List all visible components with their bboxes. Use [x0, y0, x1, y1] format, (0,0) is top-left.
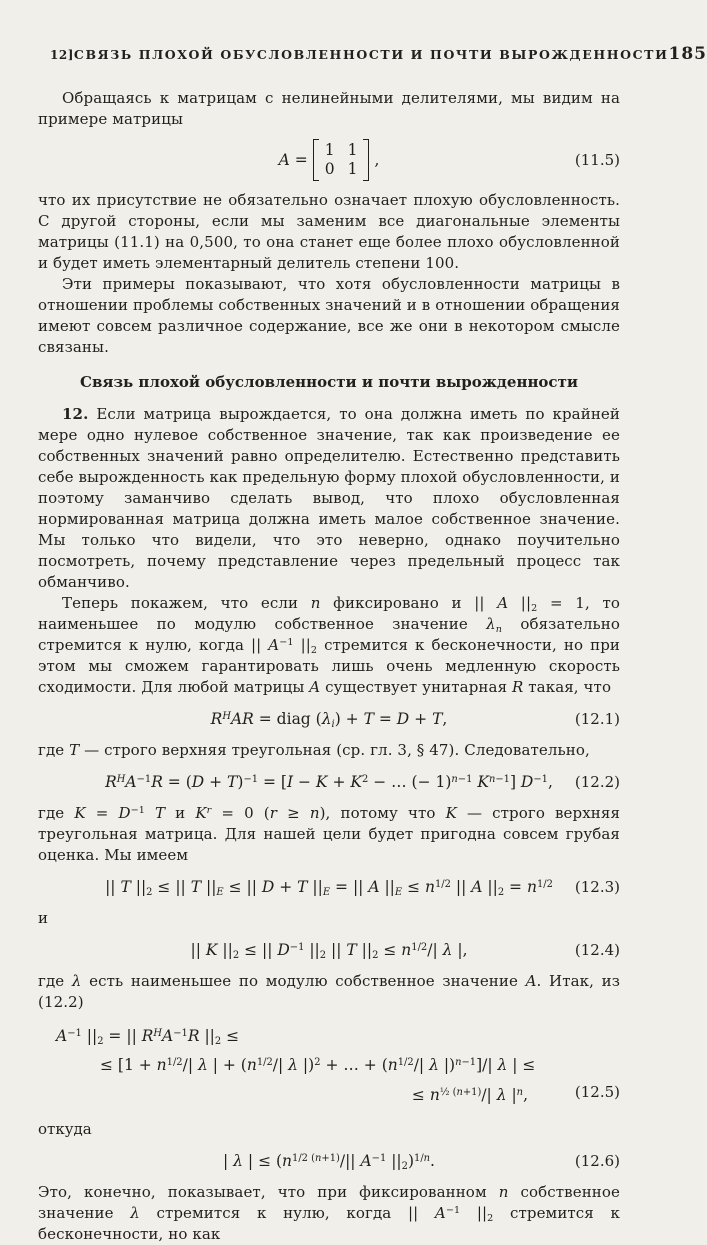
equation-12-1-body: $R^HAR$ = diag $(\lambda_i) + T = D + T$, — [211, 710, 448, 728]
equation-12-5-line1: $A^{-1}$ $||_2$ = || $R^HA^{-1}R$ $||_2$ ≤ — [38, 1022, 620, 1050]
matrix-2x2 — [313, 139, 370, 181]
equation-12-6-body: | λ | ≤ ($n^{1/2 (n+1)}/||$ $A^{-1}$ $||_2)^{1/n}$. — [223, 1152, 435, 1170]
page-number: 185 — [669, 44, 707, 64]
equation-12-5-line3 — [38, 1080, 620, 1110]
equation-12-3-body: || T $||_2$ ≤ || T $||_E$ ≤ || D + T $||_E$ = || A $||_E \le n^{1/2}$ || A $||_2 = n^{1/2}$ — [105, 878, 553, 896]
matrix-lhs: A = — [279, 148, 308, 172]
paragraph-text: Если матрица вырождается, то она должна иметь по крайней мере одно нулевое собственное значение, так как произведение ее собственных значений равно определителю. Естественно представить себе вырожденность как предельную форму плохой обусловленности, и поэтому заманчиво сделать вывод, что плохо обусловленная нормированная матрица должна иметь малое собственное значение. Мы только что видели, что это неверно, однако поучительно посмотреть, почему представление через предельный процесс так обманчиво. — [38, 405, 620, 591]
equation-12-5-line3-body: ≤ $n^{\frac{1}{2} (n+1)}/|$ λ $|^n$, — [412, 1086, 528, 1104]
matrix-trailing-comma: , — [374, 148, 379, 172]
matrix-bracket-right — [363, 139, 369, 181]
paragraph-intro: Обращаясь к матрицам с нелинейными делителями, мы видим на примере матрицы — [38, 88, 620, 130]
paragraph: что их присутствие не обязательно означает плохую обусловленность. С другой стороны, если мы заменим все диагональные элементы матрицы (11.1) на 0,500, то она станет еще более плохо обусловленной и будет иметь элементарный делитель степени 100. — [38, 190, 620, 274]
equation-number: (12.3) — [575, 875, 620, 899]
paragraph: Теперь покажем, что если n фиксировано и || A $||_2 = 1$, то наименьшее по модулю собственное значение $\lambda_n$ обязательно стремится к нулю, когда || $A^{-1}$ $||_2$ стремится к бесконечности, но при этом мы сможем гарантировать лишь очень медленную скорость сходимости. Для любой матрицы A существует унитарная R такая, что — [38, 593, 620, 698]
paragraph: Это, конечно, показывает, что при фиксированном n собственное значение λ стремится к нулю, когда || $A^{-1}$ $||_2$ стремится к бесконечности, но как — [38, 1182, 620, 1245]
equation-12-2 — [38, 770, 620, 794]
equation-number: (12.2) — [575, 770, 620, 794]
paragraph: где $K = D^{-1}$ T и $K^r = 0$ (r ≥ n), потому что K — строго верхняя треугольная матрица. Для нашей цели будет пригодна совсем грубая оценка. Мы имеем — [38, 803, 620, 866]
matrix-cell: 0 — [325, 160, 335, 179]
equation-12-1 — [38, 707, 620, 731]
paragraph: Эти примеры показывают, что хотя обусловленности матрицы в отношении проблемы собственных значений и в отношении обращения имеют совсем различное содержание, все же они в некотором смысле связаны. — [38, 274, 620, 358]
equation-12-2-body: $R^HA^{-1}R = (D + T)^{-1} = [I - K + K^2$ − … (− 1)$^{n-1}$ $K^{n-1}$] $D^{-1}$, — [105, 773, 553, 791]
page-header — [38, 44, 620, 64]
equation-number: (12.5) — [575, 1077, 620, 1107]
equation-number: (12.6) — [575, 1149, 620, 1173]
running-title: СВЯЗЬ ПЛОХОЙ ОБУСЛОВЛЕННОСТИ И ПОЧТИ ВЫРОЖДЕННОСТИ — [74, 47, 669, 62]
matrix-cell: 1 — [348, 160, 358, 179]
connective-word: откуда — [38, 1119, 620, 1140]
matrix-cells — [319, 139, 364, 181]
matrix-row — [325, 141, 358, 160]
matrix-row — [325, 160, 358, 179]
equation-number: (12.1) — [575, 707, 620, 731]
equation-12-5-line2: ≤ [$1 + n^{1/2}/|$ λ | + ($n^{1/2}/|$ λ |)$^2$ + … + ($n^{1/2}/|$ λ |)$^{n-1}$]/| λ | ≤ — [38, 1050, 620, 1080]
equation-11-5-body — [279, 139, 380, 181]
equation-11-5 — [38, 139, 620, 181]
equation-number: (11.5) — [575, 148, 620, 172]
section-heading: Связь плохой обусловленности и почти вырожденности — [38, 372, 620, 393]
equation-12-3 — [38, 875, 620, 899]
paragraph: где λ есть наименьшее по модулю собственное значение A. Итак, из (12.2) — [38, 971, 620, 1013]
section-number: 12] — [50, 48, 74, 62]
matrix-cell: 1 — [325, 141, 335, 160]
paragraph-number: 12. — [62, 405, 88, 423]
equation-12-5 — [38, 1022, 620, 1110]
paragraph-12 — [38, 404, 620, 593]
paragraph: где T — строго верхняя треугольная (ср. гл. 3, § 47). Следовательно, — [38, 740, 620, 761]
equation-12-4-body: || K $||_2$ ≤ || $D^{-1}$ $||_2$ || T $||_2 \le n^{1/2}/|$ λ |, — [190, 941, 467, 959]
equation-12-6 — [38, 1149, 620, 1173]
equation-12-4 — [38, 938, 620, 962]
matrix-cell: 1 — [348, 141, 358, 160]
connective-word: и — [38, 908, 620, 929]
equation-number: (12.4) — [575, 938, 620, 962]
